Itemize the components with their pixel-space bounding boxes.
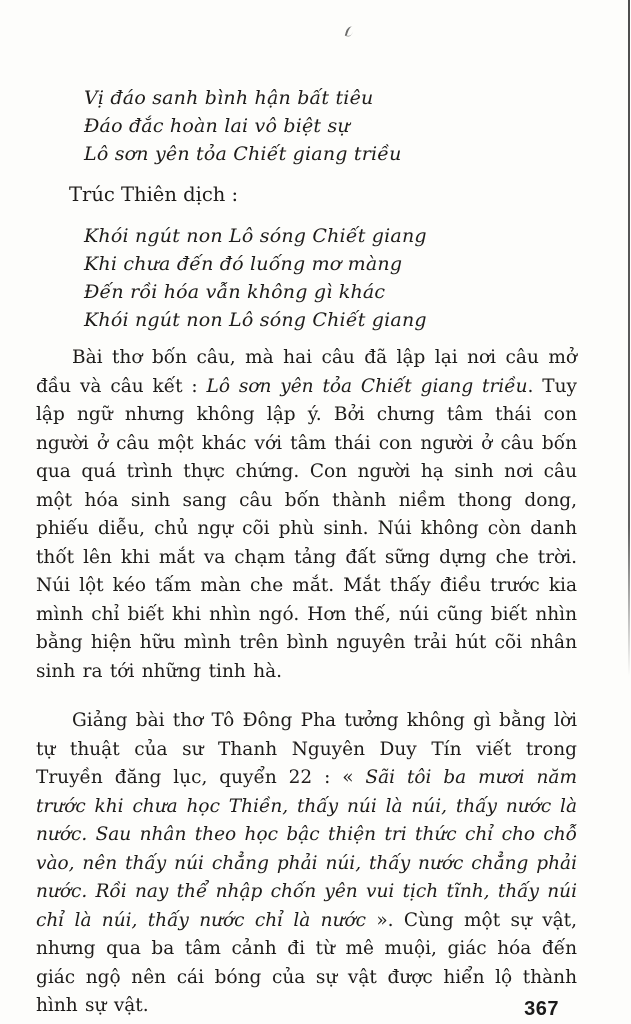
poem-han-line-1: Vị đáo sanh bình hận bất tiêu — [84, 87, 374, 109]
page-content — [36, 84, 577, 1021]
poem-viet-line-1: Khói ngút non Lô sóng Chiết giang — [84, 225, 427, 247]
poem-viet-translation — [84, 222, 577, 334]
poem-han-line-3: Lô sơn yên tỏa Chiết giang triều — [84, 143, 402, 165]
poem-han-line-2: Đáo đắc hoàn lai vô biệt sự — [84, 115, 350, 137]
poem-viet-line-4: Khói ngút non Lô sóng Chiết giang — [84, 309, 427, 331]
poem-viet-line-3: Đến rồi hóa vẫn không gì khác — [84, 281, 386, 303]
poem-viet-line-2: Khi chưa đến đó luống mơ màng — [84, 253, 403, 275]
para1-italic-verse: Lô sơn yên tỏa Chiết giang triều — [206, 375, 528, 397]
para2-italic-quote: Sãi tôi ba mươi năm trước khi chưa học Thiền, thấy núi là núi, thấy nước là nước. Sau nhân theo học bậc thiện tri thức chỉ cho chỗ vào, nên thấy núi chẳng phải núi, thấy nước chẳng phải nước. Rồi nay thể nhập chốn yên vui tịch tĩnh, thấy núi chỉ là núi, thấy nước chỉ là nước — [36, 767, 577, 931]
poem-han-viet — [84, 84, 577, 168]
page-number: 367 — [524, 998, 559, 1020]
para2-text-end: ». Cùng một sự vật, nhưng qua ba tâm cảnh đi từ mê muội, giác hóa đến giác ngộ nên cái bóng của sự vật được hiển lộ thành hình sự vật. — [36, 909, 577, 1016]
para2-text-start: Giảng bài thơ Tô Đông Pha tưởng không gì bằng lời tự thuật của sư Thanh Nguyên Duy Tín viết trong Truyền đăng lục, quyển 22 : « — [36, 710, 577, 788]
scan-speck-artifact — [345, 25, 355, 38]
translator-credit: Trúc Thiên dịch : — [69, 183, 239, 206]
para1-text-end: . Tuy lập ngữ nhưng không lập ý. Bởi chưng tâm thái con người ở câu một khác với tâm thái con người ở câu bốn qua quá trình thực chứng. Con người hạ sinh nơi câu một hóa sinh sang câu bốn thành niềm thong dong, phiếu diễu, chủ ngự cõi phù sinh. Núi không còn danh thốt lên khi mắt va chạm tảng đất sững dựng che trời. Núi lột kéo tấm màn che mắt. Mắt thấy điều trước kia mình chỉ biết khi nhìn ngó. Hơn thế, núi cũng biết nhìn bằng hiện hữu mình trên bình nguyên trải hút cõi nhân sinh ra tới những tinh hà. — [36, 375, 577, 682]
scan-edge-line — [628, 0, 630, 676]
commentary-paragraph-2 — [36, 707, 577, 1021]
para1-text-start: Bài thơ bốn câu, mà hai câu đã lập lại nơi câu mở đầu và câu kết : — [36, 347, 577, 397]
commentary-paragraph-1 — [36, 344, 577, 686]
